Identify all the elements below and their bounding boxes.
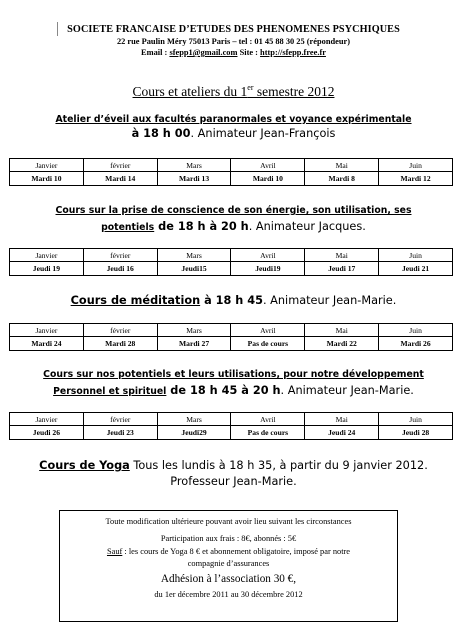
section3-line bbox=[0, 294, 467, 307]
notice-line1: Toute modification ultérieure pouvant avoir lieu suivant les circonstances bbox=[105, 517, 352, 526]
section4-heading: Cours sur nos potentiels et leurs utilisations, pour notre développement bbox=[43, 369, 424, 380]
month-cell: Juin bbox=[379, 159, 453, 172]
date-cell: Jeudi 17 bbox=[305, 262, 379, 276]
date-cell: Jeudi29 bbox=[157, 426, 231, 440]
date-cell: Jeudi 26 bbox=[10, 426, 84, 440]
date-cell: Jeudi 16 bbox=[83, 262, 157, 276]
email-separator: : bbox=[162, 48, 170, 57]
page-title bbox=[0, 83, 467, 100]
section1-animator: . Animateur Jean-François bbox=[190, 127, 336, 140]
org-name: SOCIETE FRANCAISE D’ETUDES DES PHENOMENES PSYCHIQUES bbox=[67, 24, 400, 35]
date-cell: Jeudi15 bbox=[157, 262, 231, 276]
date-cell: Mardi 10 bbox=[231, 172, 305, 186]
date-cell: Jeudi19 bbox=[231, 262, 305, 276]
section1-schedule-line bbox=[0, 127, 467, 140]
yoga-line bbox=[0, 459, 467, 472]
yoga-heading: Cours de Yoga bbox=[39, 459, 130, 472]
section2-schedule-line bbox=[0, 220, 467, 233]
date-cell: Mardi 24 bbox=[10, 337, 84, 351]
contact-line bbox=[0, 48, 467, 57]
month-cell: Avril bbox=[231, 324, 305, 337]
org-address: 22 rue Paulin Méry 75013 Paris – tel : 01 45 88 30 25 (répondeur) bbox=[116, 37, 351, 46]
section4-time: de 18 h 45 à 20 h bbox=[166, 384, 281, 397]
month-cell: Mars bbox=[157, 249, 231, 262]
month-cell: Juin bbox=[379, 413, 453, 426]
section3-table bbox=[9, 323, 453, 351]
date-cell: Pas de cours bbox=[231, 337, 305, 351]
date-cell: Mardi 13 bbox=[157, 172, 231, 186]
section2-time: de 18 h à 20 h bbox=[154, 220, 249, 233]
month-cell: février bbox=[83, 413, 157, 426]
section1-time: à 18 h 00 bbox=[131, 127, 191, 140]
date-cell: Mardi 28 bbox=[83, 337, 157, 351]
section3-time: à 18 h 45 bbox=[200, 294, 263, 307]
month-cell: Janvier bbox=[10, 324, 84, 337]
section2-animator: . Animateur Jacques. bbox=[248, 220, 366, 233]
yoga-text: Tous les lundis à 18 h 35, à partir du 9 janvier 2012. bbox=[129, 459, 428, 472]
date-cell: Mardi 10 bbox=[10, 172, 84, 186]
date-cell: Mardi 8 bbox=[305, 172, 379, 186]
month-cell: février bbox=[83, 249, 157, 262]
section4-animator: . Animateur Jean-Marie. bbox=[280, 384, 414, 397]
month-cell: Mai bbox=[305, 413, 379, 426]
title-prefix: Cours et ateliers du 1 bbox=[132, 84, 248, 99]
date-cell: Jeudi 24 bbox=[305, 426, 379, 440]
month-cell: Avril bbox=[231, 249, 305, 262]
month-cell: Mars bbox=[157, 413, 231, 426]
section1-table bbox=[9, 158, 453, 186]
notice-insurance: compagnie d’assurances bbox=[187, 559, 270, 568]
yoga-professor: Professeur Jean-Marie. bbox=[170, 475, 297, 488]
month-cell: Janvier bbox=[10, 159, 84, 172]
title-suffix: semestre 2012 bbox=[253, 84, 335, 99]
notice-membership: Adhésion à l’association 30 €, bbox=[160, 573, 297, 585]
month-cell: Mai bbox=[305, 249, 379, 262]
section1-heading: Atelier d’éveil aux facultés paranormales et voyance expérimentale bbox=[55, 114, 412, 125]
section2-table bbox=[9, 248, 453, 276]
month-cell: février bbox=[83, 159, 157, 172]
section3-heading: Cours de méditation bbox=[70, 294, 201, 307]
notice-exception-text: : les cours de Yoga 8 € et abonnement obligatoire, imposé par notre bbox=[122, 547, 351, 556]
month-cell: Juin bbox=[379, 249, 453, 262]
date-cell: Mardi 14 bbox=[83, 172, 157, 186]
notice-period: du 1er décembre 2011 au 30 décembre 2012 bbox=[154, 590, 303, 599]
month-cell: Mai bbox=[305, 159, 379, 172]
date-cell: Mardi 12 bbox=[379, 172, 453, 186]
month-cell: février bbox=[83, 324, 157, 337]
title-superscript: er bbox=[247, 83, 254, 92]
date-cell: Jeudi 19 bbox=[10, 262, 84, 276]
month-cell: Mars bbox=[157, 324, 231, 337]
email-link[interactable]: sfepp1@gmail.com bbox=[169, 48, 238, 57]
month-cell: Janvier bbox=[10, 413, 84, 426]
section2-heading-cont: potentiels bbox=[101, 222, 155, 233]
month-cell: Avril bbox=[231, 159, 305, 172]
date-cell: Jeudi 28 bbox=[379, 426, 453, 440]
section2-heading: Cours sur la prise de conscience de son énergie, son utilisation, ses bbox=[55, 205, 412, 216]
notice-sauf: Sauf bbox=[106, 547, 123, 556]
email-label: Email bbox=[141, 48, 163, 57]
month-cell: Avril bbox=[231, 413, 305, 426]
date-cell: Jeudi 21 bbox=[379, 262, 453, 276]
notice-exception bbox=[60, 547, 397, 556]
date-cell: Mardi 27 bbox=[157, 337, 231, 351]
site-link[interactable]: http://sfepp.free.fr bbox=[260, 48, 326, 57]
section4-table bbox=[9, 412, 453, 440]
notice-fees: Participation aux frais : 8€, abonnés : 5€ bbox=[160, 534, 297, 543]
section4-heading-cont: Personnel et spirituel bbox=[53, 386, 167, 397]
month-cell: Janvier bbox=[10, 249, 84, 262]
month-cell: Juin bbox=[379, 324, 453, 337]
date-cell: Jeudi 23 bbox=[83, 426, 157, 440]
section3-animator: . Animateur Jean-Marie. bbox=[262, 294, 397, 307]
site-label: Site : bbox=[237, 48, 261, 57]
date-cell: Mardi 26 bbox=[379, 337, 453, 351]
month-cell: Mars bbox=[157, 159, 231, 172]
section4-schedule-line bbox=[0, 384, 467, 397]
notice-box bbox=[59, 510, 398, 622]
date-cell: Pas de cours bbox=[231, 426, 305, 440]
month-cell: Mai bbox=[305, 324, 379, 337]
date-cell: Mardi 22 bbox=[305, 337, 379, 351]
